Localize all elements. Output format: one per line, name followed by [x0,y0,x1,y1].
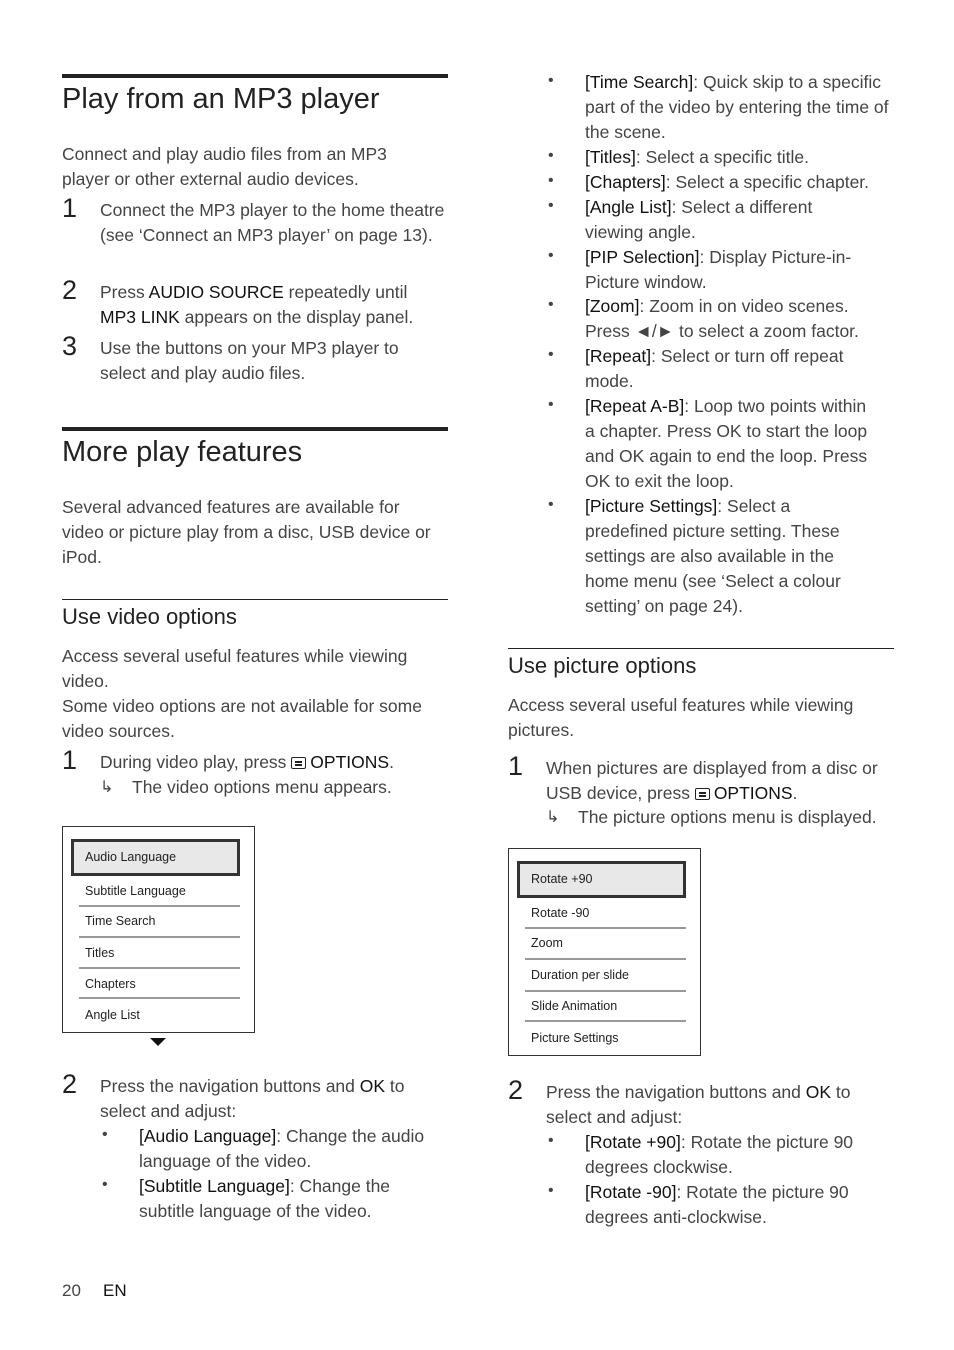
picture-step-1-result: The picture options menu is displayed. [578,807,877,827]
video-intro-1: Access several useful features while viewing video. [62,646,408,691]
video-bullet-pip: [PIP Selection]: Display Picture-in-Picture window. [585,247,852,292]
menu-item-subtitle-language[interactable]: Subtitle Language [85,884,186,898]
video-bullet-picture-settings: [Picture Settings]: Select a predefined picture setting. These settings are also available in the home menu (see ‘Select a colour setting’ on page 24). [585,496,841,616]
bullet: • [548,1182,554,1199]
step-number: 2 [62,275,78,305]
subsection-rule [62,599,448,600]
scroll-down-icon[interactable] [150,1038,166,1046]
menu-item-audio-language[interactable]: Audio Language [85,850,177,864]
menu-divider [525,927,686,929]
menu-divider [525,958,686,960]
step-number: 2 [62,1069,78,1099]
menu-item-slide-animation[interactable]: Slide Animation [531,999,618,1013]
video-intro-2: Some video options are not available for some video sources. [62,696,422,741]
menu-item-zoom[interactable]: Zoom [531,936,563,950]
video-bullet-time-search: [Time Search]: Quick skip to a specific part of the video by entering the time of the scene. [585,72,889,142]
menu-divider [79,936,240,938]
video-bullet-zoom: [Zoom]: Zoom in on video scenes. Press ◄/► to select a zoom factor. [585,296,859,341]
menu-item-picture-settings[interactable]: Picture Settings [531,1031,619,1045]
bullet: • [548,247,554,264]
bullet: • [548,197,554,214]
bullet: • [102,1126,108,1143]
keyword: OPTIONS [310,752,390,772]
picture-intro: Access several useful features while viewing pictures. [508,695,854,740]
step-number: 2 [508,1075,524,1105]
menu-divider [79,997,240,999]
menu-divider [525,1020,686,1022]
picture-bullet-rotate-minus-90: [Rotate -90]: Rotate the picture 90 degrees anti-clockwise. [585,1182,849,1227]
video-options-menu [62,826,255,1033]
section-title-mp3: Play from an MP3 player [62,83,380,115]
step-number: 3 [62,331,78,361]
subsection-title-video: Use video options [62,604,237,629]
step-number: 1 [62,745,78,775]
more-intro: Several advanced features are available for video or picture play from a disc, USB device or iPod. [62,497,431,567]
subsection-title-picture: Use picture options [508,653,697,678]
menu-divider [79,967,240,969]
video-bullet-subtitle-language: [Subtitle Language]: Change the subtitle language of the video. [139,1176,391,1221]
picture-bullet-rotate-plus-90: [Rotate +90]: Rotate the picture 90 degrees clockwise. [585,1132,854,1177]
bullet: • [548,296,554,313]
video-bullet-titles: [Titles]: Select a specific title. [585,147,810,167]
options-icon [291,757,306,769]
menu-item-duration-per-slide[interactable]: Duration per slide [531,968,629,982]
bullet: • [548,346,554,363]
video-bullet-audio-language: [Audio Language]: Change the audio language of the video. [139,1126,425,1171]
mp3-intro: Connect and play audio files from an MP3 player or other external audio devices. [62,144,387,189]
bullet: • [548,496,554,513]
picture-step-1: When pictures are displayed from a disc or USB device, press OPTIONS. [546,758,878,803]
video-step-1-result: The video options menu appears. [132,777,392,797]
picture-step-2: Press the navigation buttons and OK to select and adjust: [546,1082,851,1127]
video-bullet-angle-list: [Angle List]: Select a different viewing angle. [585,197,813,242]
keyword: OK [359,1076,386,1096]
subsection-rule [508,648,894,649]
section-rule [62,427,448,431]
bullet: • [548,172,554,189]
section-rule [62,74,448,78]
menu-divider [79,905,240,907]
bullet: • [548,147,554,164]
keyword: OPTIONS [713,783,793,803]
keyword: MP3 LINK [100,307,180,327]
step-number: 1 [62,193,78,223]
video-bullet-repeat-ab: [Repeat A-B]: Loop two points within a chapter. Press OK to start the loop and OK again to end the loop. Press OK to exit the loop. [585,396,868,491]
menu-item-time-search[interactable]: Time Search [85,914,156,928]
result-arrow-icon: ↳ [100,779,114,796]
result-arrow-icon: ↳ [546,809,560,826]
video-step-1: During video play, press OPTIONS. [100,752,394,772]
mp3-step-1: Connect the MP3 player to the home theatre (see ‘Connect an MP3 player’ on page 13). [100,200,445,245]
section-title-more: More play features [62,436,303,468]
keyword: AUDIO SOURCE [148,282,284,302]
menu-item-rotate-plus-90[interactable]: Rotate +90 [531,872,593,886]
menu-item-chapters[interactable]: Chapters [85,977,136,991]
page-number: 20 [62,1281,81,1300]
bullet: • [548,72,554,89]
bullet: • [548,396,554,413]
mp3-step-2: Press AUDIO SOURCE repeatedly until MP3 LINK appears on the display panel. [100,282,414,327]
bullet: • [102,1176,108,1193]
video-bullet-chapters: [Chapters]: Select a specific chapter. [585,172,870,192]
menu-item-titles[interactable]: Titles [85,946,115,960]
step-number: 1 [508,751,524,781]
options-icon [695,788,710,800]
menu-item-angle-list[interactable]: Angle List [85,1008,140,1022]
video-bullet-repeat: [Repeat]: Select or turn off repeat mode. [585,346,844,391]
video-step-2: Press the navigation buttons and OK to select and adjust: [100,1076,405,1121]
picture-options-menu [508,848,701,1056]
language-code: EN [103,1281,127,1300]
menu-item-rotate-minus-90[interactable]: Rotate -90 [531,906,590,920]
mp3-step-3: Use the buttons on your MP3 player to select and play audio files. [100,338,399,383]
bullet: • [548,1132,554,1149]
menu-divider [525,990,686,992]
keyword: OK [805,1082,832,1102]
